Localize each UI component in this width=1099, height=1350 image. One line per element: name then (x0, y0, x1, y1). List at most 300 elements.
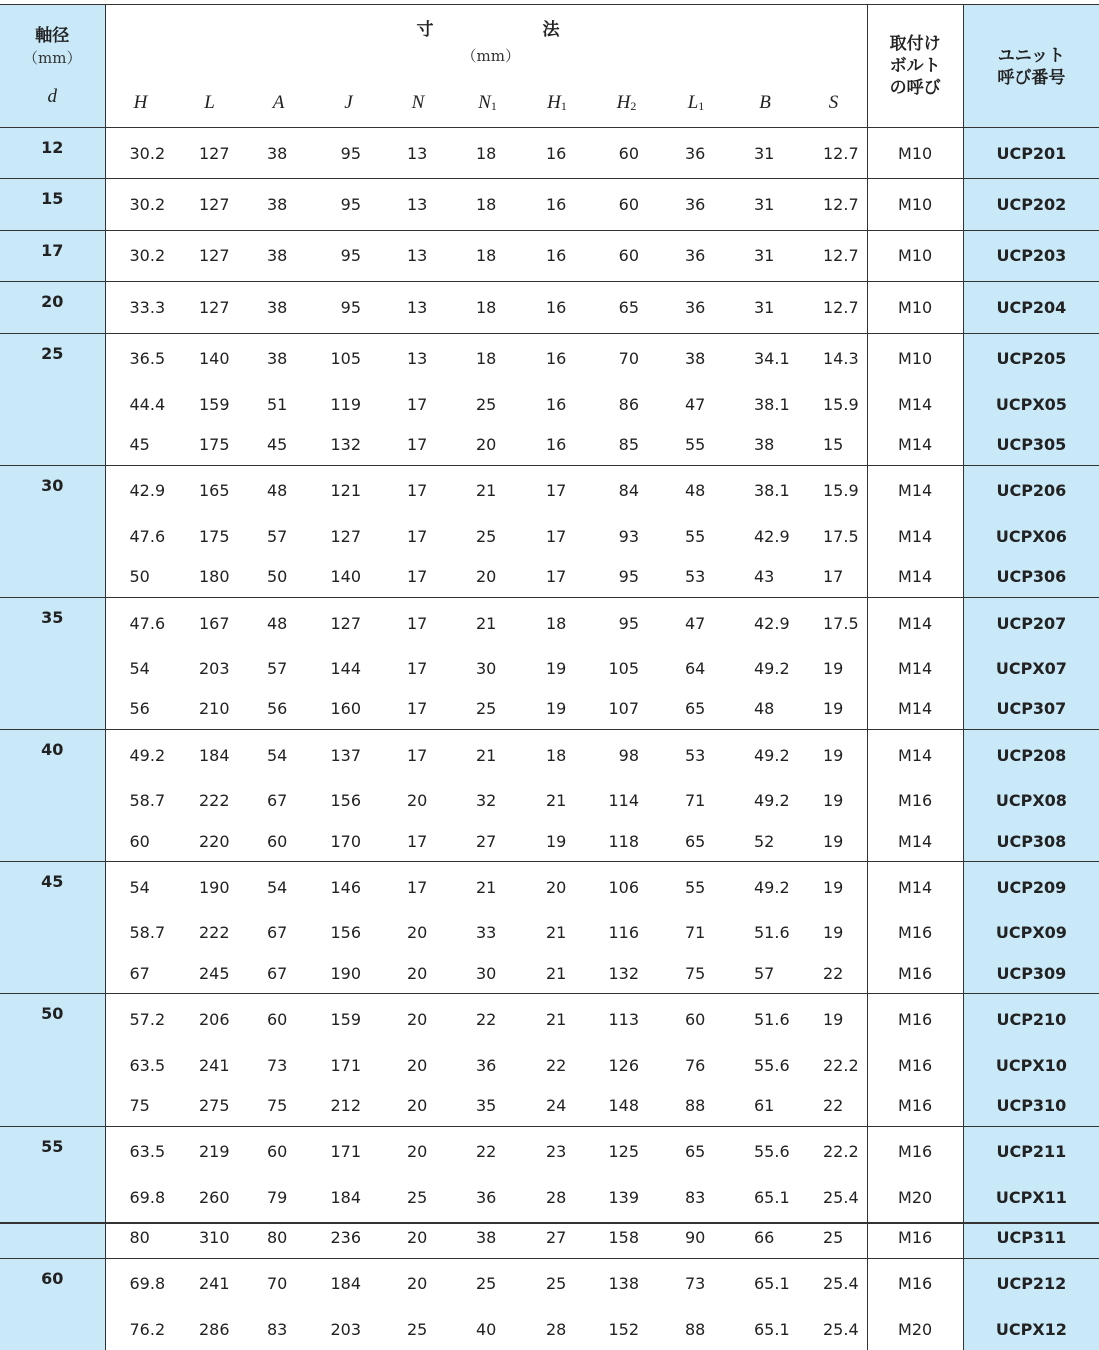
unit-number-cell: UCPX10 (963, 1045, 1099, 1085)
dimension-cell: 137 (313, 730, 383, 781)
dimension-cell: 16 (546, 435, 567, 455)
dimension-cell: 31 (730, 282, 799, 333)
dimension-cell: 38 (754, 435, 775, 455)
dimension-cell: 67 (129, 963, 150, 983)
dimension-cell: 20 (407, 923, 428, 943)
unit-number-header (963, 5, 1099, 128)
dimension-cell: 19 (823, 831, 844, 851)
dimension-cell: 165 (175, 465, 243, 516)
dimension-cell: 65 (685, 831, 706, 851)
dimension-cell: 36 (661, 230, 730, 281)
dimension-cell: 45 (267, 435, 288, 455)
dimension-cell: 48 (754, 699, 775, 719)
dimension-cell: 86 (618, 394, 639, 414)
dimension-cell: 56 (267, 699, 288, 719)
shaft-diameter-cell (0, 1085, 105, 1126)
dimension-cell: 20 (407, 791, 428, 811)
dimension-cell: 21 (546, 791, 567, 811)
shaft-diameter-cell (0, 384, 105, 424)
dimension-cell: 80 (129, 1228, 150, 1248)
dimension-cell: 156 (330, 791, 361, 811)
shaft-diameter-cell: 12 (0, 128, 105, 179)
dimension-cell: 206 (175, 994, 243, 1045)
bolt-size-cell: M16 (867, 953, 963, 994)
dimension-cell: 114 (608, 791, 639, 811)
dimension-cell: 105 (313, 333, 383, 384)
unit-number-cell: UCP309 (963, 953, 1099, 994)
dimension-cell: 55 (685, 435, 706, 455)
bolt-size-cell: M14 (867, 424, 963, 465)
dimension-cell: 30.2 (105, 230, 175, 281)
dimension-cell: 17 (407, 658, 428, 678)
dimension-cell: 219 (175, 1126, 243, 1177)
dimension-cell: 171 (313, 1126, 383, 1177)
dimension-cell: 88 (685, 1095, 706, 1115)
dimension-cell: 93 (618, 526, 639, 546)
dimension-cell: 95 (591, 597, 661, 648)
dimension-cell: 31 (730, 230, 799, 281)
dimension-cell: 51.6 (754, 923, 790, 943)
dimension-cell: 12.7 (799, 179, 867, 230)
dimension-cell: 21 (546, 923, 567, 943)
table-row (0, 953, 1099, 994)
dimension-cell: 20 (383, 1126, 452, 1177)
dimension-cell: 139 (608, 1187, 639, 1207)
dimension-cell: 49.2 (105, 730, 175, 781)
dimension-cell: 310 (199, 1228, 230, 1248)
dimension-cell: 69.8 (105, 1258, 175, 1309)
shaft-diameter-cell (0, 1309, 105, 1349)
dimension-cell: 260 (199, 1187, 230, 1207)
dimension-cell: 18 (452, 282, 522, 333)
dimension-cell: 44.4 (129, 394, 166, 414)
dimension-cell: 17 (546, 567, 567, 587)
dimension-cell: 14.3 (799, 333, 867, 384)
dimension-cell: 65.1 (754, 1319, 790, 1339)
dimension-cell: 32 (476, 791, 497, 811)
symbol-S: S (828, 92, 839, 113)
dimension-cell: 20 (476, 435, 497, 455)
dimension-cell: 13 (383, 179, 452, 230)
shaft-diameter-cell: 17 (0, 230, 105, 281)
bolt-size-cell: M14 (867, 516, 963, 556)
dimension-cell: 19 (546, 831, 567, 851)
table-row (0, 179, 1099, 230)
bolt-size-cell: M16 (867, 1217, 963, 1258)
shaft-diameter-cell (0, 821, 105, 862)
dimension-cell: 20 (522, 862, 591, 913)
dimension-cell: 36 (476, 1055, 497, 1075)
dimension-cell: 17 (407, 567, 428, 587)
dimension-cell: 13 (383, 333, 452, 384)
bolt-size-cell: M16 (867, 913, 963, 953)
dimension-cell: 19 (799, 862, 867, 913)
dimension-cell: 55.6 (754, 1055, 790, 1075)
dimension-cell: 15.9 (823, 394, 859, 414)
dimension-cell: 241 (199, 1055, 230, 1075)
dimension-cell: 106 (591, 862, 661, 913)
dimension-cell: 80 (267, 1228, 288, 1248)
dimension-cell: 42.9 (754, 526, 790, 546)
dimension-cell: 49.2 (730, 862, 799, 913)
shaft-diameter-cell: 45 (0, 862, 105, 913)
dimension-cell: 184 (313, 1258, 383, 1309)
shaft-diameter-cell: 60 (0, 1258, 105, 1309)
dimension-cell: 21 (452, 730, 522, 781)
table-row (0, 282, 1099, 333)
dimension-cell: 88 (685, 1319, 706, 1339)
dimension-cell: 38 (661, 333, 730, 384)
table-row (0, 333, 1099, 384)
dimension-cell: 152 (608, 1319, 639, 1339)
unit-number-cell: UCPX07 (963, 648, 1099, 688)
dimension-cell: 20 (407, 963, 428, 983)
dimension-cell: 42.9 (730, 597, 799, 648)
dimension-cell: 220 (199, 831, 230, 851)
dimension-cell: 57 (267, 526, 288, 546)
dimension-cell: 146 (313, 862, 383, 913)
unit-number-cell: UCP311 (963, 1217, 1099, 1258)
table-row (0, 230, 1099, 281)
dimension-cell: 27 (546, 1228, 567, 1248)
bolt-size-cell: M16 (867, 1045, 963, 1085)
dimension-cell: 98 (591, 730, 661, 781)
shaft-diameter-cell (0, 913, 105, 953)
dimension-cell: 69.8 (129, 1187, 166, 1207)
dimension-cell: 71 (685, 923, 706, 943)
dimension-cell: 43 (754, 567, 775, 587)
shaft-diameter-header (0, 5, 105, 128)
shaft-diameter-cell (0, 780, 105, 820)
dimension-cell: 25.4 (799, 1258, 867, 1309)
table-row (0, 994, 1099, 1045)
dimension-cell: 236 (330, 1228, 361, 1248)
dimension-cell: 222 (199, 923, 230, 943)
dimension-cell: 126 (608, 1055, 639, 1075)
bolt-size-cell: M14 (867, 384, 963, 424)
dimension-cell: 36 (661, 179, 730, 230)
dimension-cell: 73 (661, 1258, 730, 1309)
dimension-cell: 22 (452, 1126, 522, 1177)
dimension-cell: 20 (476, 567, 497, 587)
table-row (0, 648, 1099, 688)
dimension-cell: 53 (685, 567, 706, 587)
dimension-cell: 190 (330, 963, 361, 983)
dimension-cell: 18 (522, 597, 591, 648)
symbol-L1: $L_1$ (687, 92, 705, 113)
unit-number-cell: UCP211 (963, 1126, 1099, 1177)
dimension-cell: 60 (243, 994, 313, 1045)
dimension-cell: 17 (546, 526, 567, 546)
bolt-size-cell: M14 (867, 689, 963, 730)
dimension-cell: 65 (591, 282, 661, 333)
dimension-cell: 23 (522, 1126, 591, 1177)
bolt-size-cell: M16 (867, 780, 963, 820)
bolt-size-cell: M14 (867, 648, 963, 688)
dimension-cell: 38.1 (754, 394, 790, 414)
dimension-cell: 175 (199, 526, 230, 546)
shaft-diameter-cell: 25 (0, 333, 105, 384)
dimension-cell: 33.3 (105, 282, 175, 333)
symbol-B: B (759, 92, 771, 113)
dimension-cell: 17 (823, 567, 844, 587)
dimension-cell: 25 (823, 1228, 844, 1248)
dimension-cell: 105 (608, 658, 639, 678)
table-row (0, 1085, 1099, 1126)
dimension-cell: 20 (407, 1095, 428, 1115)
dimension-cell: 38.1 (730, 465, 799, 516)
dimension-cell: 60 (267, 831, 288, 851)
dimension-cell: 190 (175, 862, 243, 913)
dimension-cell: 21 (452, 465, 522, 516)
dimension-cell: 22 (452, 994, 522, 1045)
dimensions-title-char1: 寸 (416, 20, 434, 40)
dimension-cell: 222 (199, 791, 230, 811)
dimension-cell: 160 (330, 699, 361, 719)
dimension-cell: 31 (730, 128, 799, 179)
unit-number-cell: UCP205 (963, 333, 1099, 384)
dimension-cell: 167 (175, 597, 243, 648)
dimension-cell: 19 (823, 791, 844, 811)
table-row (0, 1126, 1099, 1177)
symbol-H1: $H_1$ (547, 92, 567, 113)
dimension-cell: 64 (685, 658, 706, 678)
table-row (0, 384, 1099, 424)
dimension-cell: 57 (267, 658, 288, 678)
dimension-cell: 54 (243, 862, 313, 913)
dimension-cell: 50 (129, 567, 150, 587)
dimension-cell: 18 (452, 333, 522, 384)
dimension-cell: 140 (175, 333, 243, 384)
dimension-cell: 12.7 (799, 128, 867, 179)
table-row (0, 557, 1099, 598)
dimension-cell: 241 (175, 1258, 243, 1309)
dimension-cell: 30 (476, 963, 497, 983)
dimension-cell: 132 (330, 435, 361, 455)
bolt-size-cell: M10 (867, 179, 963, 230)
bolt-size-cell: M14 (867, 730, 963, 781)
dimensions-unit: （mm） (461, 47, 520, 65)
dimension-cell: 156 (330, 923, 361, 943)
shaft-diameter-cell: 30 (0, 465, 105, 516)
dimension-cell: 75 (129, 1095, 150, 1115)
dimension-cell: 175 (199, 435, 230, 455)
dimension-cell: 203 (330, 1319, 361, 1339)
header-row (0, 5, 1099, 128)
dimension-cell: 121 (313, 465, 383, 516)
dimension-cell: 63.5 (105, 1126, 175, 1177)
unit-number-cell: UCPX05 (963, 384, 1099, 424)
dimension-cell: 38 (243, 179, 313, 230)
shaft-diameter-cell: 50 (0, 994, 105, 1045)
dimension-cell: 33 (476, 923, 497, 943)
dimension-cell: 20 (407, 1228, 428, 1248)
bolt-size-cell: M20 (867, 1177, 963, 1217)
bolt-size-cell: M16 (867, 1258, 963, 1309)
dimension-cell: 38 (476, 1228, 497, 1248)
dimension-cell: 12.7 (799, 282, 867, 333)
dimension-cell: 118 (608, 831, 639, 851)
table-row (0, 1258, 1099, 1309)
shaft-diameter-cell (0, 516, 105, 556)
dimension-cell: 212 (330, 1095, 361, 1115)
dimension-cell: 17 (383, 597, 452, 648)
dimension-cell: 20 (383, 1258, 452, 1309)
dimension-cell: 132 (608, 963, 639, 983)
unit-number-cell: UCPX09 (963, 913, 1099, 953)
dimension-cell: 184 (330, 1187, 361, 1207)
dimension-cell: 48 (661, 465, 730, 516)
dimension-cell: 19 (823, 923, 844, 943)
dimension-cell: 127 (175, 128, 243, 179)
dimension-cell: 36 (476, 1187, 497, 1207)
dimension-cell: 71 (685, 791, 706, 811)
table-row (0, 1177, 1099, 1217)
dimension-cell: 54 (105, 862, 175, 913)
dimension-cell: 184 (175, 730, 243, 781)
symbol-H2: $H_2$ (616, 92, 637, 113)
dimension-cell: 65 (661, 1126, 730, 1177)
unit-number-cell: UCP204 (963, 282, 1099, 333)
dimension-cell: 52 (754, 831, 775, 851)
dimension-cell: 18 (452, 128, 522, 179)
dimension-cell: 275 (199, 1095, 230, 1115)
dimension-cell: 56 (129, 699, 150, 719)
table-row (0, 730, 1099, 781)
dimension-cell: 17.5 (823, 526, 859, 546)
symbol-H: H (133, 92, 148, 113)
dimension-symbols (106, 92, 869, 114)
dimension-cell: 57 (754, 963, 775, 983)
shaft-diameter-cell (0, 689, 105, 730)
dimension-cell: 25 (407, 1319, 428, 1339)
dimension-cell: 19 (546, 658, 567, 678)
table-row (0, 516, 1099, 556)
unit-number-cell: UCP307 (963, 689, 1099, 730)
unit-number-cell: UCP207 (963, 597, 1099, 648)
dimension-cell: 30.2 (105, 128, 175, 179)
unit-number-cell: UCP206 (963, 465, 1099, 516)
dimension-cell: 30 (476, 658, 497, 678)
dimension-cell: 47.6 (129, 526, 166, 546)
dimension-cell: 67 (267, 923, 288, 943)
dimension-cell: 22 (546, 1055, 567, 1075)
unit-header-line1: ユニット (997, 46, 1066, 66)
dimension-cell: 47 (685, 394, 706, 414)
unit-number-cell: UCP306 (963, 557, 1099, 598)
dimension-cell: 61 (754, 1095, 775, 1115)
shaft-diameter-cell: 35 (0, 597, 105, 648)
dimension-cell: 20 (383, 994, 452, 1045)
bolt-size-cell: M10 (867, 282, 963, 333)
dimension-cell: 18 (522, 730, 591, 781)
dimension-cell: 76 (685, 1055, 706, 1075)
bolt-size-cell: M16 (867, 1126, 963, 1177)
symbol-N1: $N_1$ (478, 92, 497, 113)
bolt-header-line1: 取付け (889, 34, 941, 54)
dimension-cell: 36 (661, 128, 730, 179)
table-row (0, 424, 1099, 465)
dimension-cell: 47 (661, 597, 730, 648)
dimension-cell: 38 (243, 230, 313, 281)
bolt-header (867, 5, 963, 128)
dimension-cell: 18 (452, 230, 522, 281)
unit-number-cell: UCP201 (963, 128, 1099, 179)
shaft-diameter-unit: （mm） (23, 48, 82, 67)
dimension-cell: 17 (407, 526, 428, 546)
dimension-cell: 25.4 (823, 1187, 859, 1207)
dimension-cell: 19 (799, 730, 867, 781)
table-row (0, 780, 1099, 820)
dimension-cell: 49.2 (754, 658, 790, 678)
dimension-cell: 18 (452, 179, 522, 230)
dimension-cell: 20 (407, 1055, 428, 1075)
table-row (0, 597, 1099, 648)
dimension-cell: 158 (608, 1228, 639, 1248)
dimension-cell: 107 (608, 699, 639, 719)
symbol-J: J (344, 92, 353, 113)
dimension-cell: 127 (330, 526, 361, 546)
dimension-cell: 30.2 (105, 179, 175, 230)
dimension-cell: 127 (175, 230, 243, 281)
dimension-cell: 54 (129, 658, 150, 678)
dimension-cell: 16 (522, 230, 591, 281)
bolt-size-cell: M10 (867, 333, 963, 384)
table-row (0, 128, 1099, 179)
bolt-size-cell: M14 (867, 465, 963, 516)
shaft-diameter-cell: 15 (0, 179, 105, 230)
dimension-cell: 13 (383, 230, 452, 281)
dimension-cell: 60 (591, 230, 661, 281)
dimension-cell: 125 (591, 1126, 661, 1177)
dimension-cell: 113 (591, 994, 661, 1045)
dimension-cell: 19 (546, 699, 567, 719)
shaft-diameter-symbol: d (47, 85, 57, 107)
dimension-table (0, 5, 1099, 1350)
dimension-cell: 42.9 (105, 465, 175, 516)
dimension-cell: 34.1 (730, 333, 799, 384)
dimension-cell: 22 (823, 1095, 844, 1115)
bolt-header-line2: ボルト (889, 56, 941, 76)
dimension-cell: 25 (476, 394, 497, 414)
unit-number-cell: UCP310 (963, 1085, 1099, 1126)
dimension-cell: 66 (754, 1228, 775, 1248)
dimension-cell: 95 (618, 567, 639, 587)
dimension-cell: 17 (383, 465, 452, 516)
dimension-cell: 144 (330, 658, 361, 678)
shaft-diameter-cell: 55 (0, 1126, 105, 1177)
unit-number-cell: UCPX12 (963, 1309, 1099, 1349)
dimension-cell: 70 (243, 1258, 313, 1309)
dimension-cell: 116 (608, 923, 639, 943)
dimension-cell: 138 (591, 1258, 661, 1309)
dimension-cell: 16 (546, 394, 567, 414)
symbol-L: L (204, 92, 215, 113)
dimension-cell: 67 (267, 963, 288, 983)
dimension-cell: 38 (243, 333, 313, 384)
dimension-cell: 65.1 (730, 1258, 799, 1309)
dimension-cell: 31 (730, 179, 799, 230)
dimension-cell: 16 (522, 282, 591, 333)
dimension-cell: 148 (608, 1095, 639, 1115)
dimension-cell: 95 (313, 179, 383, 230)
bolt-size-cell: M16 (867, 1085, 963, 1126)
dimension-cell: 49.2 (754, 791, 790, 811)
dimension-cell: 63.5 (129, 1055, 166, 1075)
unit-number-cell: UCP202 (963, 179, 1099, 230)
table-row (0, 465, 1099, 516)
table-row (0, 821, 1099, 862)
